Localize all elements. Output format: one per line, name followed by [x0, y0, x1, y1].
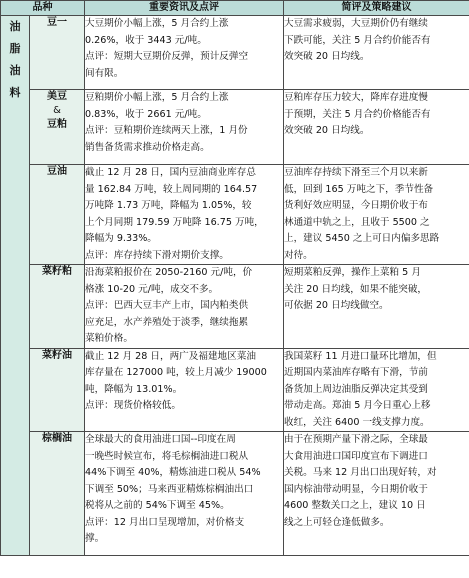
variety-cell [30, 16, 85, 90]
variety-label: 菜籽粕 [42, 266, 72, 277]
table-row-soymeal [1, 90, 469, 165]
news-line: 菜粕价格。 [85, 333, 133, 344]
strategy-line: 带动走高。郑油 5 月今日重心上移 [284, 400, 431, 411]
table-row-soybean-no1 [1, 16, 469, 90]
news-line: 吨，降幅为 13.01%。 [85, 383, 183, 395]
news-line: 撑。 [85, 533, 105, 544]
news-line: 点评：豆粕期价连续两天上涨，1 月份 [85, 125, 248, 136]
variety-cell [30, 165, 85, 265]
news-line: 点评：库存持续下滑对期价支撑。 [85, 249, 229, 261]
news-cell [85, 165, 284, 265]
news-line: 降幅为 9.33%。 [85, 233, 157, 244]
variety-ampersand: & [53, 105, 61, 116]
strategy-line: 豆油库存持续下滑至三个月以来新 [284, 167, 428, 178]
news-line: 一晚些时候宣布，将毛棕榈油进口税从 [85, 450, 249, 462]
variety-label: 菜籽油 [42, 349, 72, 361]
news-line: 上个月同期 179.59 万吨降 16.75 万吨， [85, 216, 264, 228]
news-line: 沿海菜粕报价在 2050-2160 元/吨，价 [85, 267, 253, 278]
header-strategy: 简评及策略建议 [284, 1, 469, 16]
strategy-line: 大食用油进口国印度宣布下调进口 [284, 450, 428, 462]
news-line: 截止 12 月 28 日，国内豆油商业库存总 [85, 167, 256, 178]
news-cell [85, 432, 284, 556]
news-line: 截止 12 月 28 日，两广及福建地区菜油 [85, 350, 256, 362]
news-line: 点评：12 月出口呈现增加，对价格支 [85, 516, 245, 528]
variety-cell [30, 265, 85, 349]
news-cell [85, 90, 284, 165]
news-line: 豆粕期价小幅上涨，5 月合约上涨 [85, 92, 229, 103]
strategy-line: 豆粕库存压力较大，降库存进度慢 [284, 92, 428, 103]
news-line: 格涨 10-20 元/吨，成交不多。 [85, 283, 219, 295]
strategy-cell [284, 348, 469, 432]
strategy-line: 4600 整数关口之上，建议 10 日 [284, 500, 426, 511]
strategy-line: 效突破 20 日均线。 [284, 51, 370, 62]
variety-label: 美豆 [47, 91, 67, 102]
category-label: 油脂油料 [9, 20, 21, 99]
news-line: 0.26%，收于 3443 元/吨。 [85, 34, 207, 46]
news-line: 点评：短期大豆期价反弹，预计反弹空 [85, 51, 249, 62]
strategy-line: 于预期，关注 5 月合约价格能否有 [284, 108, 431, 120]
strategy-line: 低，回到 165 万吨之下，季节性备 [284, 183, 434, 195]
strategy-line: 大豆需求疲弱，大豆期价仍有继续 [284, 18, 428, 29]
news-line: 44%下调至 40%，精炼油进口税从 54% [85, 467, 261, 478]
strategy-line: 收红，关注 6400 一线支撑力度。 [284, 416, 430, 428]
news-line: 点评：现货价格较低。 [85, 400, 181, 411]
news-line: 万吨降 1.73 万吨，降幅为 1.05%，较 [85, 200, 252, 211]
strategy-cell [284, 432, 469, 556]
strategy-line: 国内棕油带动明显，今日期价收于 [284, 483, 428, 495]
news-line: 库存量在 127000 吨，较上月减少 19000 [85, 367, 267, 378]
strategy-line: 短期菜粕反弹，操作上菜粕 5 月 [284, 267, 421, 278]
strategy-cell [284, 90, 469, 165]
strategy-line: 效突破 20 日均线。 [284, 125, 370, 136]
strategy-line: 近期国内菜油库存略有下滑，节前 [284, 367, 428, 378]
strategy-line: 林通道中轨之上，且收于 5500 之 [284, 216, 430, 228]
strategy-line: 上，建议 5450 之上可日内偏多思路 [284, 233, 440, 244]
category-cell [1, 16, 30, 556]
strategy-line: 对待。 [284, 249, 313, 261]
table-row-palm-oil [1, 432, 469, 556]
variety-cell [30, 348, 85, 432]
strategy-line: 备货加上周边油脂反弹决定其受到 [284, 383, 428, 395]
variety-label: 豆粕 [47, 119, 67, 130]
news-line: 下调至 50%；马来西亚精炼棕榈油出口 [85, 483, 254, 495]
table-row-soybean-oil [1, 165, 469, 265]
header-news: 重要资讯及点评 [85, 1, 284, 16]
strategy-line: 我国菜籽 11 月进口量环比增加，但 [284, 350, 437, 362]
news-line: 点评：巴西大豆丰产上市，国内粕类供 [85, 300, 249, 311]
header-variety: 品种 [1, 1, 85, 16]
strategy-cell [284, 16, 469, 90]
variety-cell [30, 432, 85, 556]
strategy-cell [284, 165, 469, 265]
table-row-rapeseed-oil [1, 348, 469, 432]
news-line: 税将从之前的 54%下调至 45%。 [85, 500, 230, 511]
strategy-line: 货利好效应明显，今日期价收于布 [284, 200, 428, 211]
variety-label: 棕榈油 [42, 433, 72, 444]
news-cell [85, 16, 284, 90]
news-line: 0.83%，收于 2661 元/吨。 [85, 108, 207, 120]
news-line: 销售备货需求推动价格走高。 [85, 141, 210, 153]
strategy-line: 关税。马来 12 月出口出现好转，对 [284, 467, 437, 478]
variety-label: 豆油 [47, 166, 67, 177]
strategy-line: 可依据 20 日均线做空。 [284, 300, 389, 311]
table-row-rapeseed-meal [1, 265, 469, 349]
variety-label: 豆一 [47, 17, 67, 28]
strategy-line: 线之上可轻仓逢低做多。 [284, 516, 390, 528]
news-line: 全球最大的食用油进口国--印度在周 [85, 434, 236, 445]
strategy-line: 关注 20 日均线，如果不能突破， [284, 283, 428, 295]
strategy-line: 下跌可能，关注 5 月合约价能否有 [284, 34, 431, 46]
news-line: 应充足，水产养殖处于淡季，继续拖累 [85, 316, 249, 328]
news-line: 间有限。 [85, 67, 124, 79]
strategy-cell [284, 265, 469, 349]
variety-cell [30, 90, 85, 165]
strategy-line: 由于在预期产量下滑之际，全球最 [284, 434, 428, 445]
news-cell [85, 348, 284, 432]
news-cell [85, 265, 284, 349]
news-line: 大豆期价小幅上涨，5 月合约上涨 [85, 18, 229, 29]
news-line: 量 162.84 万吨，较上周同期的 164.57 [85, 183, 258, 195]
header-row [1, 1, 469, 16]
